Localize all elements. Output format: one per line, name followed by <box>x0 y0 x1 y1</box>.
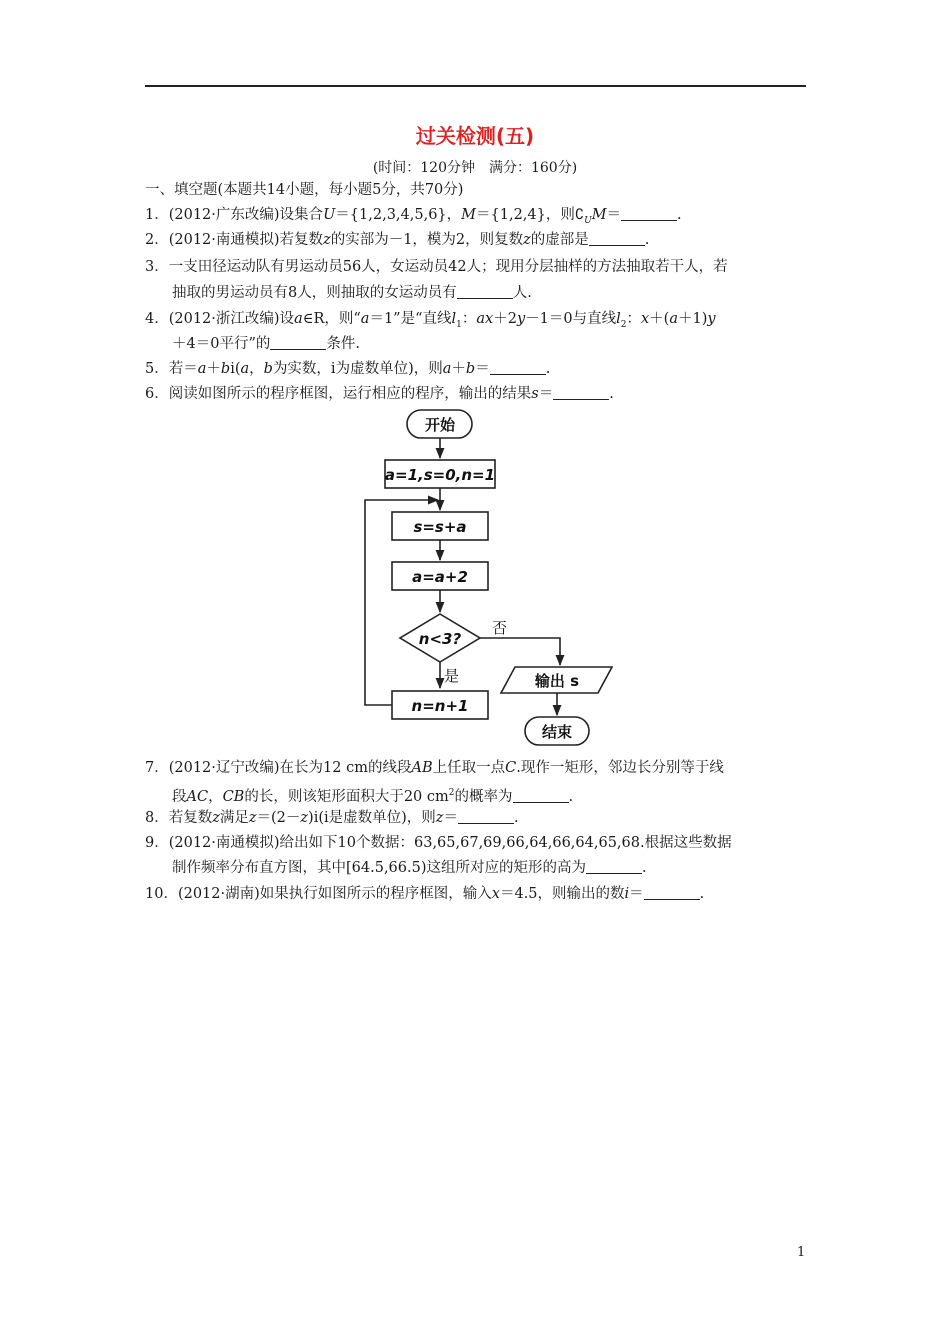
question-1: 1．(2012·广东改编)设集合U＝{1,2,3,4,5,6}，M＝{1,2,4}，则$∁_UM=$ . <box>145 207 682 226</box>
flow-end-label: 结束 <box>541 723 573 741</box>
question-9: 9．(2012·南通模拟)给出如下10个数据：63,65,67,69,66,64,66,64,65,68.根据这些数据 <box>145 835 732 851</box>
answer-blank[interactable] <box>457 284 513 299</box>
answer-blank[interactable] <box>589 231 645 246</box>
flow-yes-label: 是 <box>444 667 460 685</box>
question-4: 4．(2012·浙江改编)设a∈R，则“a＝1”是“直线$l_1$：ax＋2y－1＝0与直线$l_2$：x＋(a＋1)y <box>145 311 716 330</box>
question-5: 5．若＝a＋bi(a，b为实数，i为虚数单位)，则a＋b＝ . <box>145 361 551 377</box>
question-3: 3．一支田径运动队有男运动员56人，女运动员42人；现用分层抽样的方法抽取若干人，若 <box>145 259 728 275</box>
flow-no-label: 否 <box>492 619 508 637</box>
answer-blank[interactable] <box>553 385 609 400</box>
question-6: 6．阅读如图所示的程序框图，运行相应的程序，输出的结果s＝ . <box>145 386 614 402</box>
flow-init-label: a=1,s=0,n=1 <box>384 466 496 484</box>
question-8: 8．若复数z满足z＝(2－z)i(i是虚数单位)，则z＝ . <box>145 810 519 826</box>
answer-blank[interactable] <box>621 206 677 221</box>
question-10: 10．(2012·湖南)如果执行如图所示的程序框图，输入x＝4.5，则输出的数i＝ . <box>145 886 705 902</box>
flow-step-n-label: n=n+1 <box>411 697 469 715</box>
program-flowchart <box>350 405 620 750</box>
answer-blank[interactable] <box>490 360 546 375</box>
question-9-cont: 制作频率分布直方图，其中[64.5,66.5)这组所对应的矩形的高为 . <box>172 860 647 876</box>
answer-blank[interactable] <box>586 859 642 874</box>
section-heading: 一、填空题(本题共14小题，每小题5分，共70分) <box>145 182 464 198</box>
question-3-cont: 抽取的男运动员有8人，则抽取的女运动员有 人. <box>172 285 532 301</box>
answer-blank[interactable] <box>270 335 326 350</box>
answer-blank[interactable] <box>458 809 514 824</box>
answer-blank[interactable] <box>513 788 569 803</box>
flow-step-a-label: a=a+2 <box>412 568 468 586</box>
question-2: 2．(2012·南通模拟)若复数z的实部为－1，模为2，则复数z的虚部是 . <box>145 232 650 248</box>
answer-blank[interactable] <box>644 885 700 900</box>
flow-step-sum-label: s=s+a <box>413 518 467 536</box>
question-7: 7．(2012·辽宁改编)在长为12 cm的线段AB上任取一点C.现作一矩形，邻边长分别等于线 <box>145 760 724 776</box>
exam-meta: (时间：120分钟 满分：160分) <box>372 160 578 176</box>
question-7-cont: 段AC，CB的长，则该矩形面积大于20 $cm^2$的概率为 . <box>172 788 574 805</box>
flow-start-label: 开始 <box>424 416 456 434</box>
page-number: 1 <box>797 1245 806 1260</box>
flow-condition-label: n<3? <box>418 630 462 648</box>
header-rule <box>145 85 806 87</box>
flow-output-label: 输出 s <box>534 672 580 690</box>
question-4-cont: ＋4＝0平行”的 条件. <box>172 336 360 352</box>
page-title: 过关检测(五) <box>415 124 535 148</box>
